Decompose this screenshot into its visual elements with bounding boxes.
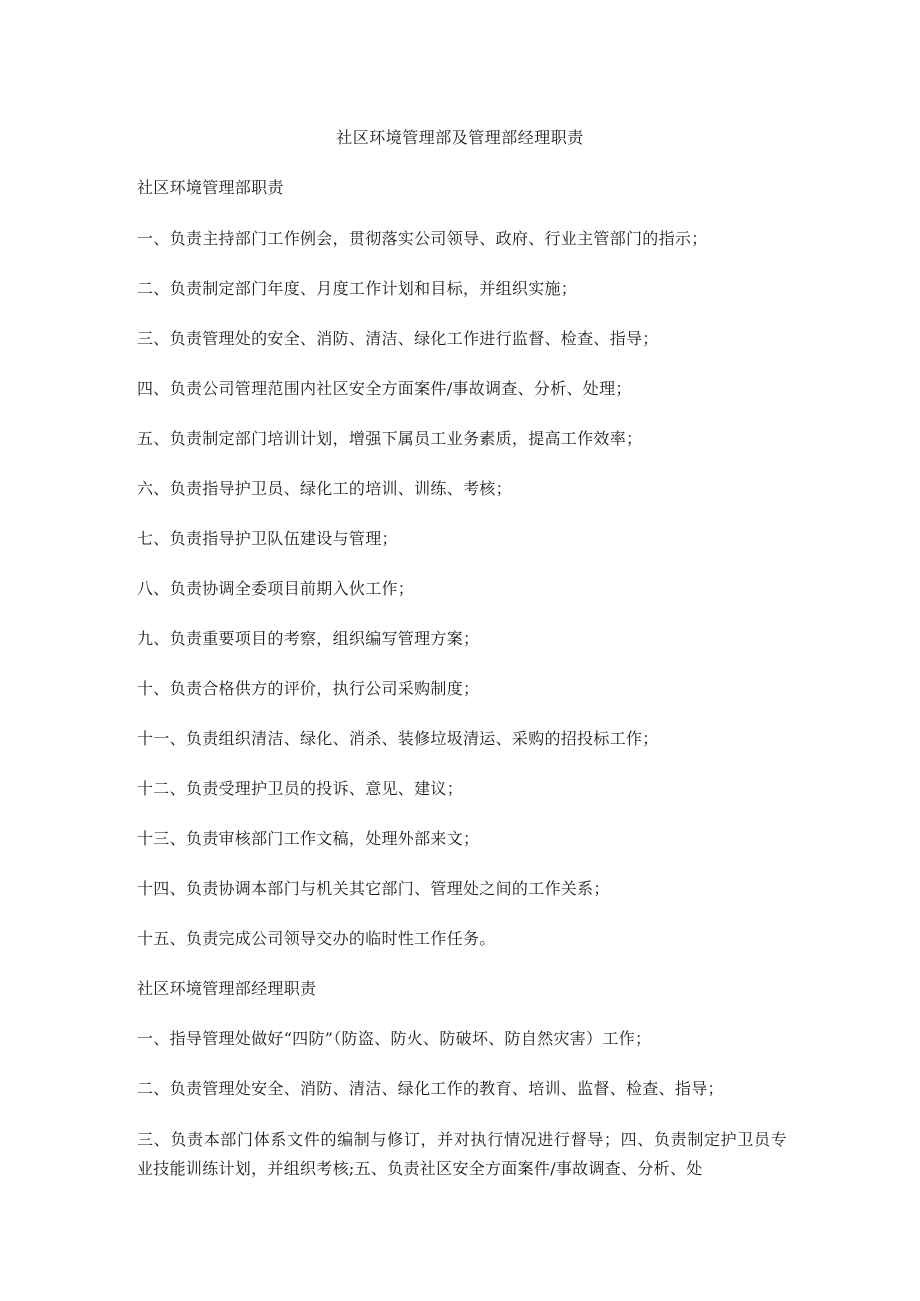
- duty-item: 二、负责制定部门年度、月度工作计划和目标，并组织实施；: [137, 279, 578, 298]
- duty-item: 十四、负责协调本部门与机关其它部门、管理处之间的工作关系；: [137, 879, 610, 898]
- duty-item: 十一、负责组织清洁、绿化、消杀、装修垃圾清运、采购的招投标工作；: [137, 729, 659, 748]
- duty-item: 十三、负责审核部门工作文稿，处理外部来文；: [137, 829, 480, 848]
- section-heading-manager-duties: 社区环境管理部经理职责: [137, 979, 317, 998]
- document-title: 社区环境管理部及管理部经理职责: [336, 128, 584, 147]
- duty-item: 十二、负责受理护卫员的投诉、意见、建议；: [137, 779, 464, 798]
- duty-item: 九、负责重要项目的考察，组织编写管理方案；: [137, 629, 480, 648]
- duty-item: 七、负责指导护卫队伍建设与管理；: [137, 529, 398, 548]
- duty-item: 八、负责协调全委项目前期入伙工作；: [137, 579, 415, 598]
- duty-item: 五、负责制定部门培训计划，增强下属员工业务素质，提高工作效率；: [137, 429, 643, 448]
- duty-item: 十、负责合格供方的评价，执行公司采购制度；: [137, 679, 480, 698]
- manager-duty-item: 二、负责管理处安全、消防、清洁、绿化工作的教育、培训、监督、检查、指导；: [137, 1079, 724, 1098]
- duty-item: 六、负责指导护卫员、绿化工的培训、训练、考核；: [137, 479, 512, 498]
- manager-duty-paragraph: 三、负责本部门体系文件的编制与修订，并对执行情况进行督导；四、负责制定护卫员专业技能训练计划，并组织考核;五、负责社区安全方面案件/事故调查、分析、处: [137, 1130, 787, 1178]
- duty-item: 十五、负责完成公司领导交办的临时性工作任务。: [137, 929, 496, 948]
- duty-item: 三、负责管理处的安全、消防、清洁、绿化工作进行监督、检查、指导；: [137, 329, 659, 348]
- duty-item: 一、负责主持部门工作例会，贯彻落实公司领导、政府、行业主管部门的指示；: [137, 229, 708, 248]
- manager-duty-item: 一、指导管理处做好“四防”（防盗、防火、防破坏、防自然灾害）工作；: [137, 1029, 652, 1048]
- section-heading-department-duties: 社区环境管理部职责: [137, 178, 284, 197]
- duty-item: 四、负责公司管理范围内社区安全方面案件/事故调查、分析、处理；: [137, 379, 632, 398]
